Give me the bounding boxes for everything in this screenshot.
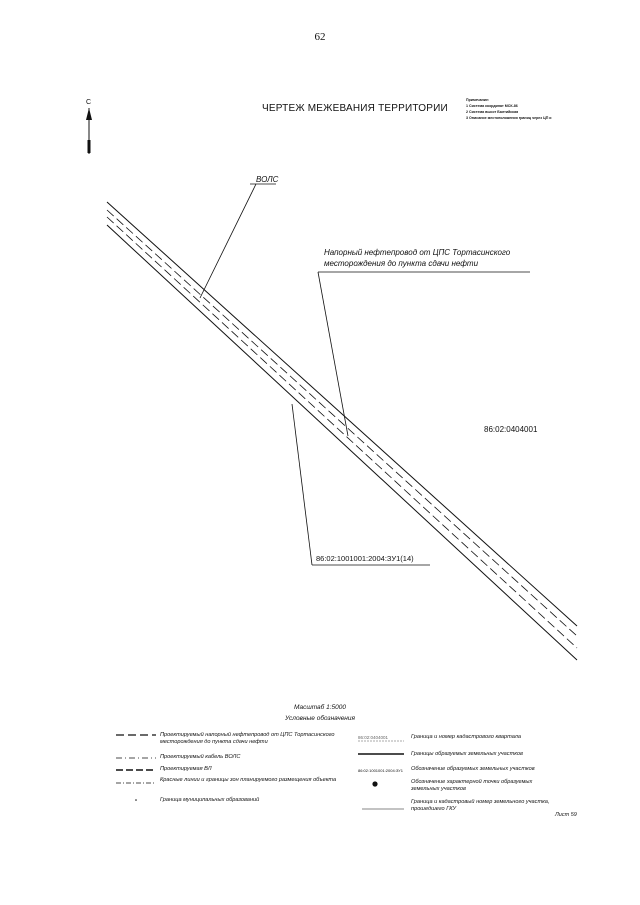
legend-item-pipeline: Проектируемый напорный нефтепровод от ЦПС Тортасинского месторождения до пункта сдачи нефти — [160, 732, 335, 745]
parcel-leader — [292, 404, 312, 565]
compass-letter: С — [86, 99, 92, 106]
pipeline-label-line2: месторождения до пункта сдачи нефти — [324, 259, 479, 268]
corridor-boundary-lower — [107, 225, 577, 660]
drawing-title: ЧЕРТЕЖ МЕЖЕВАНИЯ ТЕРРИТОРИИ — [262, 103, 448, 114]
note-item: 2 Система высот Балтийская — [466, 110, 519, 114]
legend-item-gku: Граница и кадастровый номер земельного участка, прошедшего ГКУ — [411, 799, 550, 812]
vols-leader — [200, 184, 256, 298]
pipeline-label — [324, 247, 510, 269]
legend-symbol-municipal — [135, 799, 137, 801]
legend-item-vl: Проектируемая ВЛ — [160, 766, 212, 772]
legend-item-red-lines: Красные линии и границы зон планируемого размещения объекта — [160, 777, 337, 783]
legend-item-parcel-mark: Обозначение образуемых земельных участков — [411, 766, 535, 772]
quarter-number: 86:02:0404001 — [484, 425, 538, 434]
vols-label: ВОЛС — [256, 175, 279, 184]
note-item: 1 Система координат МСК-86 — [466, 104, 518, 108]
legend-symbol-point — [372, 781, 377, 786]
legend-quarter-code: 86:02:0404001 — [358, 735, 389, 740]
legend-item-point: Обозначение характерной точки образуемых земельных участков — [411, 779, 533, 792]
scale-label: Масштаб 1:5000 — [293, 704, 347, 711]
pipeline-leader — [318, 272, 348, 436]
pipeline-label-line1: Напорный нефтепровод от ЦПС Тортасинского — [324, 248, 511, 257]
notes-heading: Примечание: — [466, 98, 490, 102]
legend-item-vols: Проектируемый кабель ВОЛС — [160, 754, 241, 760]
legend-left-symbols — [116, 728, 156, 808]
legend-item-quarter: Граница и номер кадастрового квартала — [411, 734, 522, 740]
note-item: 3 Описание местоположения границ через ЦП и — [466, 116, 552, 120]
vols-cable-line — [107, 210, 577, 636]
sheet-number: Лист 59 — [555, 812, 577, 818]
page-number: 62 — [314, 31, 326, 43]
legend-item-municipal: Граница муниципальных образований — [160, 797, 260, 803]
legend-parcel-code: 86:02:1001001:2004:ЗУ1 — [358, 768, 403, 773]
legend-title: Условные обозначения — [285, 715, 355, 722]
legend-item-parcel-boundary: Границы образуемых земельных участков — [411, 751, 523, 757]
parcel-number: 86:02:1001001:2004:ЗУ1(14) — [316, 554, 414, 563]
legend-right-symbols — [356, 739, 406, 819]
